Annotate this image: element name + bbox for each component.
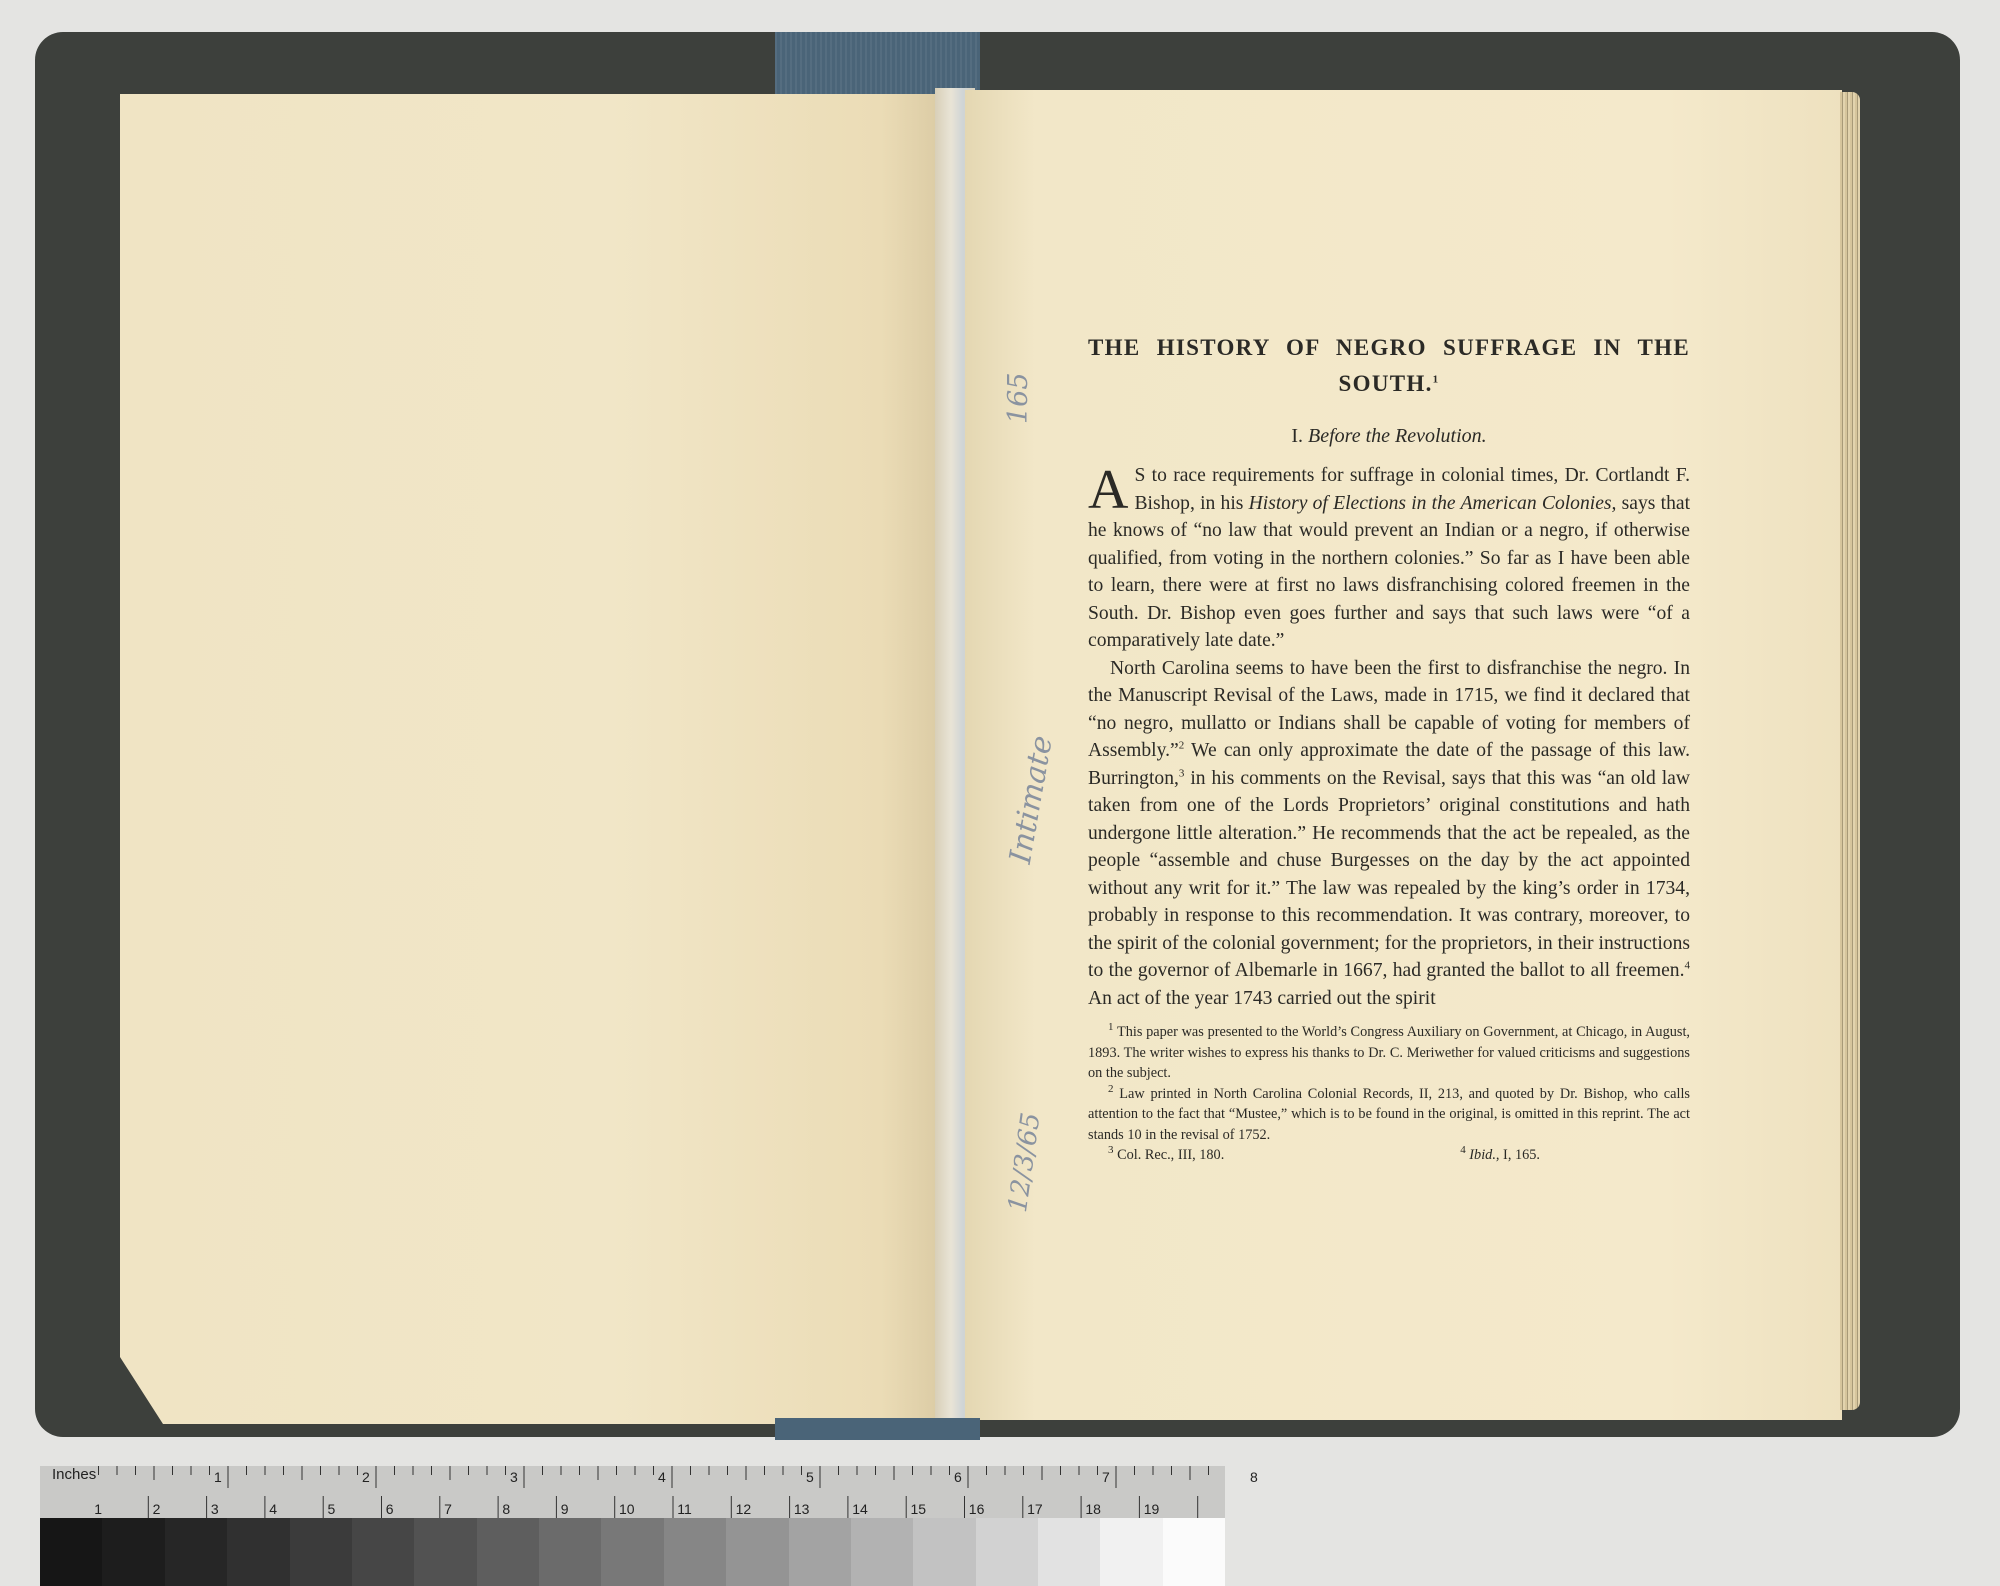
gray-patch [976,1518,1038,1586]
cm-label: 8 [502,1501,511,1517]
cm-label: 2 [152,1501,161,1517]
cm-label: 11 [677,1501,692,1517]
cm-label: 10 [619,1501,635,1517]
gray-patch [102,1518,164,1586]
cm-label: 3 [210,1501,219,1517]
cm-label: 17 [1027,1501,1043,1517]
gray-patch [601,1518,663,1586]
article-body [1088,459,1691,1012]
section-heading: I. Before the Revolution. [1291,425,1487,447]
cm-label: 12 [735,1501,752,1517]
inch-label: 7 [1102,1469,1110,1485]
ruler-scale [40,1466,1258,1519]
footnote-3: $^3$ Col. Rec., III, 180. [1108,1144,1225,1163]
gray-patch [726,1518,788,1586]
paragraph-2: North Carolina seems to have been the first to disfranchise the negro. In the Manuscript Revisal of the Laws, made in 1715, we find it declared that “no negro, mullatto or Indians shall be capable of voting for members of Assembly.”$^2$ We can only approximate the date of the passage of this law. Burrington,$^3$ in his comments on the Revisal, says that this was “an old law taken from one of the Lords Proprietors’ original constitutions and hath undergone little alteration.” He recommends that the act be repealed, as the people “assemble and chuse Burgesses on the day by the act appointed without any writ for it.” The law was repealed by the king’s order in 1734, probably in response to this recommendation. It was contrary, moreover, to the spirit of the colonial government; for the proprietors, in their instructions to the governor of Albemarle in 1667, had granted the ballot to all freemen.$^4$ An act of the year 1743 carried out the spirit [1088,657,1690,1009]
gray-patch [913,1518,975,1586]
ruler-unit-label: Inches [52,1466,97,1483]
gray-patch [165,1518,227,1586]
cm-label: 4 [269,1501,277,1517]
cm-label: 6 [385,1501,394,1517]
gray-patch [1100,1518,1162,1586]
cm-label: 1 [94,1501,103,1517]
drop-cap: A [1088,459,1129,521]
gray-patch [1038,1518,1100,1586]
gray-scale-patches [40,1518,1225,1586]
gray-patch [789,1518,851,1586]
cm-label: 15 [910,1501,927,1517]
gray-patch [40,1518,102,1586]
blank-left-page [108,94,948,1424]
gray-patch [290,1518,352,1586]
scale-ruler [40,1466,1258,1586]
footnotes [1088,1022,1690,1166]
cm-label: 18 [1085,1501,1101,1517]
inch-label: 5 [806,1469,814,1485]
gray-patch [851,1518,913,1586]
inch-label: 3 [510,1469,518,1485]
cm-label: 5 [327,1501,336,1517]
gray-patch [539,1518,601,1586]
inch-label: 2 [362,1469,370,1485]
cm-label: 19 [1143,1501,1160,1517]
cm-label: 9 [560,1501,569,1517]
cm-label: 16 [968,1501,985,1517]
spine-cloth-bottom [775,1418,980,1440]
handwritten-note: Intimate [1003,732,1060,867]
paragraph-1: A S to race requirements for suffrage in colonial times, Dr. Cortlandt F. Bishop, in his History of Elections in the American Colonies, says that he knows of “no law that would prevent an Indian or a negro, if otherwise qualified, from voting in the northern colonies.” So far as I have been able to learn, there were at first no laws disfranchising colored freemen in the South. Dr. Bishop even goes further and says that such laws were “of a comparatively late date.” [1088,459,1691,651]
gray-patch [664,1518,726,1586]
inch-label: 8 [1250,1469,1258,1485]
gray-patch [477,1518,539,1586]
cm-label: 13 [793,1501,810,1517]
footnotes-3-4 [1088,1145,1690,1166]
article-title: THE HISTORY OF NEGRO SUFFRAGE IN THE SOUTH.$^1$ [1088,335,1690,396]
footnote-1: $^1$ This paper was presented to the World’s Congress Auxiliary on Government, at Chicago, in August, 1893. The writer wishes to express his thanks to Dr. C. Meriwether for valued criticisms and suggestions on the subject. [1088,1021,1690,1081]
gray-patch [414,1518,476,1586]
article-text [1088,330,1690,1166]
spine-cloth-top [775,32,980,94]
handwritten-date: 12/3/65 [1003,1110,1047,1215]
cm-label: 14 [852,1501,868,1517]
page-edges [1840,92,1860,1410]
handwritten-page-number: 165 [1003,372,1034,424]
inch-label: 4 [658,1469,666,1485]
footnote-4: $^4$ Ibid., I, 165. [1460,1144,1540,1163]
inch-label: 6 [954,1469,962,1485]
gray-patch [352,1518,414,1586]
inch-label: 1 [214,1469,222,1485]
gray-patch [227,1518,289,1586]
footnote-2: $^2$ Law printed in North Carolina Colonial Records, II, 213, and quoted by Dr. Bishop, who calls attention to the fact that “Mustee,” which is to be found in the original, is omitted in this reprint. The act stands 10 in the revisal of 1752. [1088,1082,1690,1143]
gray-patch [1163,1518,1225,1586]
cm-label: 7 [444,1501,452,1517]
ruler-ticks [40,1466,1258,1518]
